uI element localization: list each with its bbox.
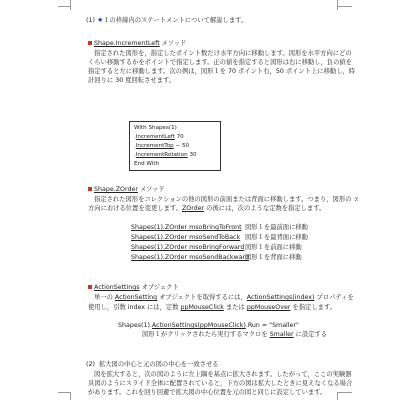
zorder-row <box>131 224 242 231</box>
section-heading-zoom <box>86 361 219 368</box>
text-fragment: オブジェクトを取得するには， <box>157 294 247 301</box>
code-value: 30 <box>187 152 197 158</box>
text-fragment: に設定する <box>293 331 328 338</box>
section-heading-increment <box>88 40 186 47</box>
crop-mark-top-right <box>337 0 338 10</box>
text-fragment: の後には，次のような定数を指定します。 <box>204 205 326 212</box>
crop-mark-bottom-left <box>58 392 70 393</box>
paragraph-line: 指定された図形をコレクションの他の図形の前面または背面に移動します。つまり，図形の ｚ <box>94 196 360 203</box>
bullet-square-icon <box>88 41 92 45</box>
section-heading-zorder <box>88 186 165 193</box>
zorder-desc: 図形１を背面に移動 <box>245 254 302 261</box>
code-dot: . <box>134 134 136 140</box>
paragraph-line: 図を拡大すると，次の図のように左上隅を基点に拡大されます。したがって，ここの実験器 <box>94 371 352 378</box>
code-box <box>129 121 221 171</box>
code-line <box>134 134 184 140</box>
code-line <box>134 152 197 158</box>
section-heading-actionsettings <box>88 284 179 291</box>
paragraph-line: 指定された図形を，指定したポイント数だけ水平方向に移動します。図形を水平方向にどの <box>94 50 352 57</box>
zorder-desc: 図形１を最背面に移動 <box>245 234 308 241</box>
zorder-code[interactable]: Shapes(1).ZOrder msoSendToBack <box>131 234 241 241</box>
heading-suffix: オブジェクト <box>139 284 179 291</box>
text-fragment: プロパティを <box>314 294 354 301</box>
zorder-row <box>131 254 249 261</box>
zorder-code[interactable]: Shapes(1).ZOrder msoBringForward <box>131 244 245 251</box>
link-zorder[interactable]: ZOrder <box>181 205 205 212</box>
link-ppmouseclick[interactable]: ppMouseClick <box>180 304 224 311</box>
text-fragment: 方向における位置を変更します。 <box>88 205 182 212</box>
bullet-square-icon <box>88 187 92 191</box>
crop-mark-bottom-right <box>338 392 352 393</box>
crop-mark-top-left <box>58 6 70 7</box>
code-dot: . <box>134 152 136 158</box>
crop-mark-top-left <box>70 0 71 10</box>
paragraph-line: があります。これを回り回避で拡大図の中心位置を元の図と同じに設定しています。 <box>88 389 327 396</box>
paragraph-line: 具図のようにスライド全体に配置されていると，下方の図は拡大したときに見えなくなる場合 <box>88 380 353 387</box>
code-line: End With <box>134 161 160 167</box>
text-fragment: または <box>223 304 247 311</box>
intro-line <box>86 17 247 24</box>
text-fragment: を指定します。 <box>290 304 336 311</box>
code-value: − 50 <box>173 143 190 149</box>
code-note <box>142 331 327 338</box>
heading-link-actionsettings[interactable]: ActionSettings <box>94 284 140 291</box>
intro-number: (1) <box>86 17 95 24</box>
link-smaller[interactable]: Smaller <box>269 331 294 338</box>
paragraph-line <box>88 205 325 212</box>
code-line: With Shapes(1) <box>134 125 177 131</box>
code-link-incrementrotation[interactable]: IncrementRotation <box>135 152 188 158</box>
link-ppmouseover[interactable]: ppMouseOver <box>246 304 291 311</box>
text-fragment: 図形１がクリックされたら実行するマクロを <box>142 331 270 338</box>
zorder-desc: 図形１を最前面に移動 <box>245 224 308 231</box>
paragraph-line: 計回りに 30 度回転させます。 <box>88 77 176 84</box>
text-fragment: .Run = "Smaller" <box>245 322 299 329</box>
heading-suffix: メソッド <box>137 186 165 193</box>
link-actionsetting[interactable]: ActionSetting <box>114 294 158 301</box>
section-number: (2) <box>86 361 95 368</box>
star-icon: ★ <box>96 16 104 24</box>
zorder-code[interactable]: Shapes(1).ZOrder msoBringToFront <box>131 224 242 231</box>
text-fragment: 単一の <box>94 294 115 301</box>
paragraph-line: くらい移動するかをポイントで指定します。正の値を指定すると図形は右に移動し，負の値を <box>88 59 352 66</box>
code-link-incrementleft[interactable]: IncrementLeft <box>135 134 175 140</box>
zorder-row <box>131 234 240 241</box>
heading-link-zorder[interactable]: Shape.ZOrder <box>94 186 138 193</box>
section-title: 拡大図の中心と元の図の中心を一致させる <box>98 361 219 368</box>
crop-mark-bottom-right <box>337 392 338 400</box>
code-line <box>134 143 189 149</box>
paragraph-line <box>88 304 336 311</box>
text-fragment: 使用し，引数 index には，定数 <box>88 304 181 311</box>
crop-mark-top-right <box>338 6 352 7</box>
text-fragment: Shapes(1). <box>118 322 152 329</box>
heading-suffix: メソッド <box>159 40 187 47</box>
code-example <box>118 322 299 329</box>
heading-link-incrementleft[interactable]: Shape.IncrementLeft <box>94 40 160 47</box>
link-actionsettings-ppmouseclick[interactable]: ActionSettings(ppMouseClick) <box>151 322 246 329</box>
paragraph-line <box>94 294 354 301</box>
link-actionsettings-index[interactable]: ActionSettings(index) <box>246 294 315 301</box>
paragraph-line: 指定すると左に移動します。次の例は，図形１を 70 ポイント右，50 ポイント上に移動し，時 <box>88 68 356 75</box>
zorder-code[interactable]: Shapes(1).ZOrder msoSendBackward <box>131 254 250 261</box>
bullet-square-icon <box>88 285 92 289</box>
crop-mark-bottom-left <box>70 392 71 400</box>
code-value: 70 <box>174 134 184 140</box>
code-link-incrementtop[interactable]: IncrementTop <box>135 143 174 149</box>
code-dot: . <box>134 143 136 149</box>
zorder-row <box>131 244 244 251</box>
zorder-desc: 図形１を前面に移動 <box>245 244 302 251</box>
intro-text: １の枠線内のステートメントについて解説します。 <box>103 17 248 24</box>
